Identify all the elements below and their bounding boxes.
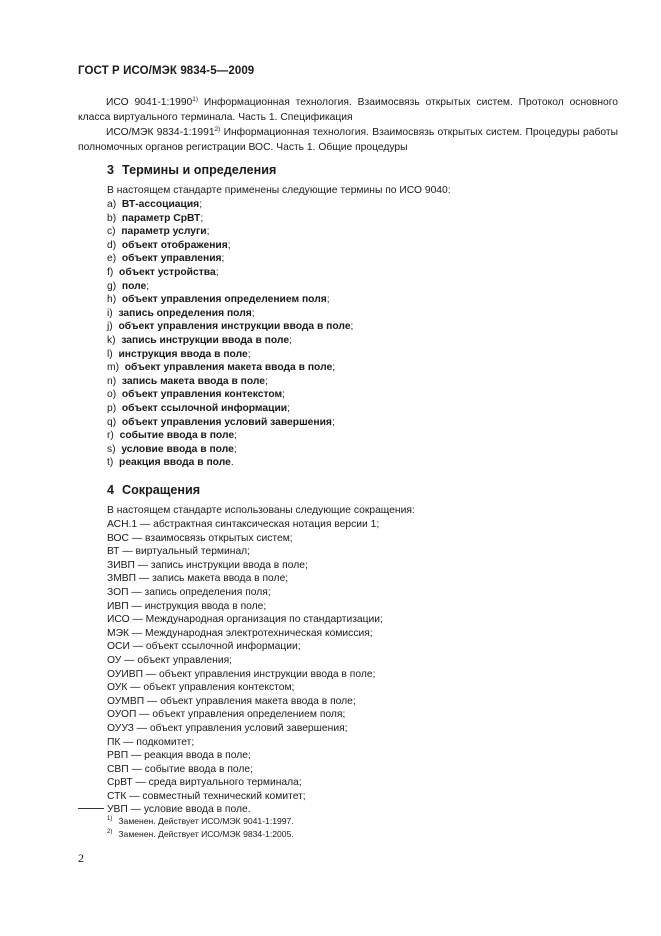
- section-4-heading: [107, 483, 200, 497]
- term-letter: h): [107, 294, 117, 306]
- abbreviations-list: [107, 518, 383, 817]
- section-number: 4: [107, 483, 115, 497]
- section-3-intro: В настоящем стандарте применены следующие термины по ИСО 9040:: [107, 185, 451, 196]
- term-letter: c): [107, 226, 116, 238]
- abbreviation-item: ИВП — инструкция ввода в поле;: [107, 600, 267, 612]
- term-letter: s): [107, 443, 116, 455]
- reference-item: [78, 125, 618, 155]
- term-letter: l): [107, 348, 113, 360]
- term-punct: ;: [227, 239, 231, 251]
- term-name: объект управления макета ввода в поле: [124, 362, 333, 374]
- term-punct: ;: [326, 294, 330, 306]
- term-letter: t): [107, 457, 114, 469]
- abbreviation-item: ИСО — Международная организация по стандартизации;: [107, 614, 383, 626]
- abbreviation-item: ОУОП — объект управления определением поля;: [107, 709, 346, 721]
- abbreviation-item: УВП — условие ввода в поле.: [107, 804, 251, 816]
- term-item: [107, 388, 353, 402]
- term-punct: ;: [206, 226, 210, 238]
- term-punct: ;: [251, 307, 255, 319]
- term-item: [107, 266, 353, 280]
- section-3-heading: [107, 163, 276, 177]
- abbreviation-item: ВТ — виртуальный терминал;: [107, 546, 251, 558]
- term-name: запись инструкции ввода в поле: [121, 334, 290, 346]
- term-item: [107, 212, 353, 226]
- term-name: объект ссылочной информации: [121, 402, 288, 414]
- page-number: 2: [78, 851, 84, 865]
- reference-code: ИСО 9041-1:1990: [106, 97, 193, 108]
- term-name: поле: [121, 280, 147, 292]
- abbreviation-item: ПК — подкомитет;: [107, 736, 195, 748]
- abbreviation-item: СВП — событие ввода в поле;: [107, 763, 253, 775]
- term-letter: p): [107, 402, 117, 414]
- footnote-item: [107, 815, 294, 828]
- term-name: параметр СрВТ: [121, 212, 201, 224]
- term-item: [107, 307, 353, 321]
- term-punct: ;: [287, 402, 290, 414]
- term-punct: .: [230, 457, 234, 469]
- term-item: [107, 334, 353, 348]
- section-number: 3: [107, 163, 115, 177]
- term-item: [107, 320, 353, 334]
- abbreviation-item: ОУУЗ — объект управления условий завершения;: [107, 722, 348, 734]
- term-item: [107, 456, 353, 470]
- abbreviation-item: ОУМВП — объект управления макета ввода в поле;: [107, 695, 356, 707]
- term-name: объект управления контекстом: [121, 389, 283, 401]
- term-item: [107, 375, 353, 389]
- term-name: запись определения поля: [118, 307, 252, 319]
- reference-title: Информационная технология. Взаимосвязь открытых систем. Протокол основного класса виртуального терминала. Часть 1. Спецификация: [78, 97, 619, 123]
- section-4-intro: В настоящем стандарте использованы следующие сокращения:: [107, 505, 415, 516]
- term-punct: ;: [247, 348, 251, 360]
- term-letter: r): [107, 430, 114, 442]
- term-letter: m): [107, 362, 120, 374]
- footnote-mark: 1): [192, 96, 199, 103]
- term-name: событие ввода в поле: [119, 430, 235, 442]
- footnotes: [107, 815, 294, 840]
- term-name: запись макета ввода в поле: [121, 375, 266, 387]
- abbreviation-item: ЗМВП — запись макета ввода в поле;: [107, 573, 289, 585]
- section-title: Термины и определения: [122, 163, 277, 177]
- term-name: параметр услуги: [121, 226, 207, 238]
- term-item: [107, 402, 353, 416]
- term-punct: ;: [289, 334, 292, 346]
- term-punct: ;: [215, 266, 219, 278]
- term-name: объект устройства: [119, 266, 216, 278]
- term-item: [107, 252, 353, 266]
- term-letter: e): [107, 253, 117, 265]
- term-item: [107, 293, 353, 307]
- reference-item: [78, 95, 618, 125]
- term-punct: ;: [331, 416, 335, 428]
- term-letter: o): [107, 389, 117, 401]
- abbreviation-item: ОУИВП — объект управления инструкции ввода в поле;: [107, 668, 376, 680]
- term-item: [107, 443, 353, 457]
- normative-references: [78, 95, 618, 155]
- term-letter: a): [107, 199, 117, 210]
- abbreviation-item: РВП — реакция ввода в поле;: [107, 750, 251, 762]
- abbreviation-item: ОУК — объект управления контекстом;: [107, 682, 295, 694]
- term-letter: b): [107, 212, 117, 224]
- term-punct: ;: [234, 430, 237, 442]
- abbreviation-item: ВОС — взаимосвязь открытых систем;: [107, 532, 293, 544]
- term-item: [107, 429, 353, 443]
- abbreviation-item: АСН.1 — абстрактная синтаксическая нотация версии 1;: [107, 519, 380, 530]
- term-letter: g): [107, 280, 117, 292]
- term-name: ВТ-ассоциация: [121, 199, 200, 210]
- term-punct: ;: [199, 199, 203, 210]
- term-letter: q): [107, 416, 117, 428]
- footnote-mark: 2): [107, 828, 113, 835]
- abbreviation-item: СТК — совместный технический комитет;: [107, 790, 306, 802]
- term-item: [107, 348, 353, 362]
- term-letter: n): [107, 375, 117, 387]
- term-name: объект управления: [121, 253, 222, 265]
- term-item: [107, 198, 353, 212]
- term-punct: ;: [265, 375, 268, 387]
- abbreviation-item: ЗОП — запись определения поля;: [107, 586, 271, 598]
- footnote-separator: [78, 808, 104, 809]
- footnote-item: [107, 828, 294, 841]
- term-item: [107, 416, 353, 430]
- term-punct: ;: [332, 362, 336, 374]
- term-punct: ;: [233, 443, 237, 455]
- term-name: объект управления условий завершения: [121, 416, 332, 428]
- term-letter: f): [107, 266, 114, 278]
- reference-code: ИСО/МЭК 9834-1:1991: [106, 127, 215, 138]
- term-punct: ;: [221, 253, 225, 265]
- section-title: Сокращения: [122, 483, 201, 497]
- abbreviation-item: ОСИ — объект ссылочной информации;: [107, 641, 301, 653]
- term-letter: k): [107, 334, 116, 346]
- term-punct: ;: [200, 212, 204, 224]
- footnote-text: Заменен. Действует ИСО/МЭК 9041-1:1997.: [118, 816, 294, 826]
- term-name: объект управления инструкции ввода в поле: [118, 321, 351, 333]
- term-name: условие ввода в поле: [121, 443, 234, 455]
- term-letter: j): [107, 321, 113, 333]
- term-punct: ;: [146, 280, 150, 292]
- abbreviation-item: ОУ — объект управления;: [107, 654, 233, 666]
- term-item: [107, 361, 353, 375]
- term-name: инструкция ввода в поле: [118, 348, 248, 360]
- term-name: реакция ввода в поле: [119, 457, 231, 469]
- footnote-mark: 1): [107, 816, 113, 822]
- abbreviation-item: СрВТ — среда виртуального терминала;: [107, 777, 302, 789]
- term-letter: d): [107, 239, 117, 251]
- footnote-text: Заменен. Действует ИСО/МЭК 9834-1:2005.: [118, 828, 294, 839]
- term-letter: i): [107, 307, 113, 319]
- page-header: ГОСТ Р ИСО/МЭК 9834-5—2009: [78, 65, 255, 77]
- abbreviation-item: МЭК — Международная электротехническая комиссия;: [107, 627, 373, 639]
- footnote-mark: 2): [214, 126, 221, 133]
- term-punct: ;: [282, 389, 285, 401]
- term-item: [107, 239, 353, 253]
- abbreviation-item: ЗИВП — запись инструкции ввода в поле;: [107, 559, 308, 571]
- term-punct: ;: [350, 321, 354, 333]
- term-name: объект отображения: [121, 239, 228, 251]
- term-item: [107, 280, 353, 294]
- terms-list: [107, 198, 353, 470]
- reference-title: Информационная технология. Взаимосвязь открытых систем. Процедуры работы полномочных органов регистрации ВОС. Часть 1. Общие процедуры: [78, 127, 618, 153]
- term-item: [107, 225, 353, 239]
- term-name: объект управления определением поля: [121, 294, 327, 306]
